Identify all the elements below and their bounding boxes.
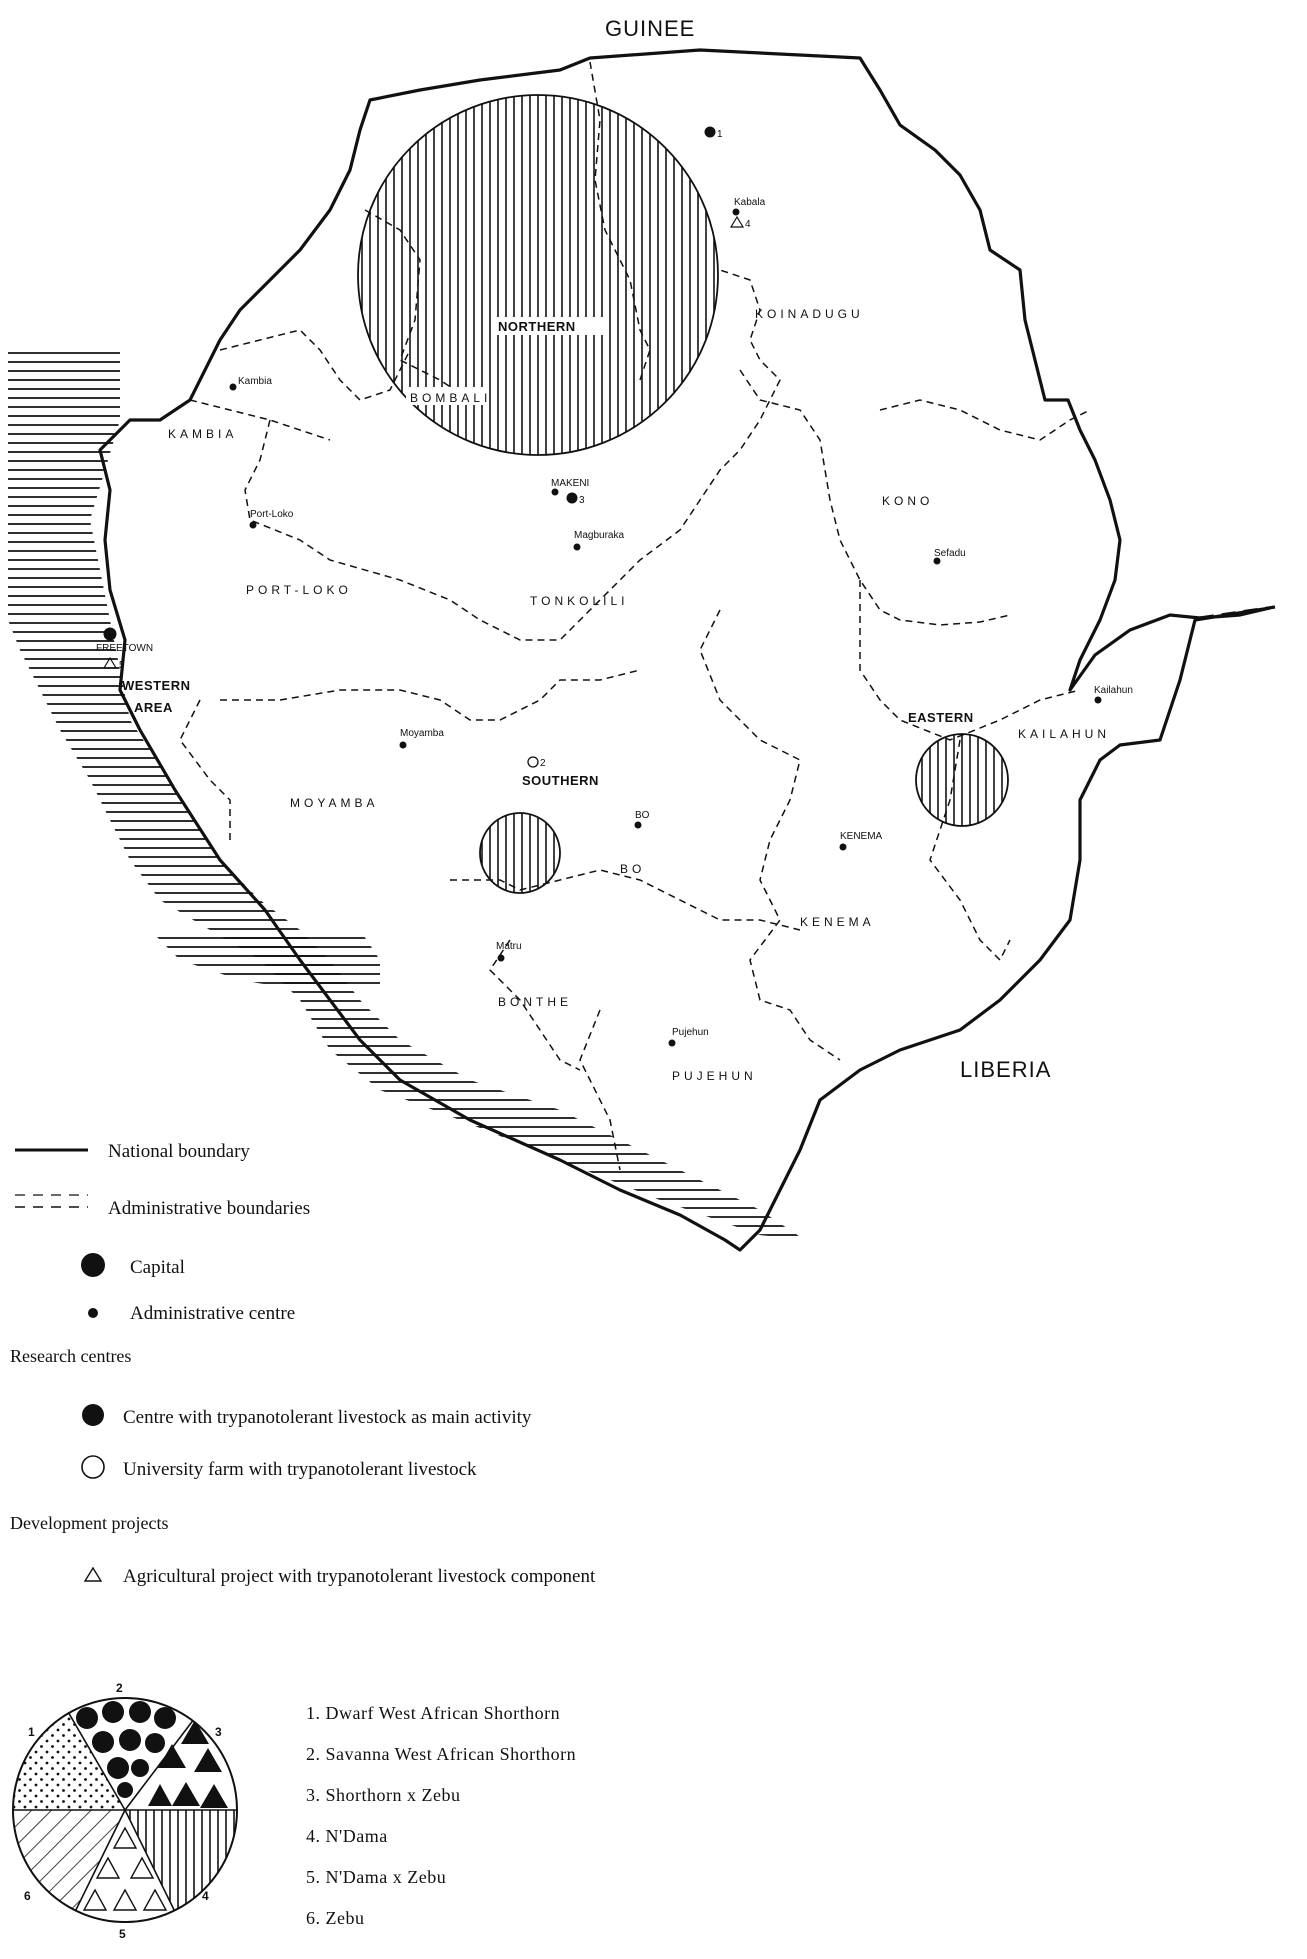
- town-bo: BO: [635, 810, 650, 821]
- kailahun-dot: [1095, 697, 1102, 704]
- town-pujehun: Pujehun: [672, 1027, 709, 1038]
- town-kabala: Kabala: [734, 197, 766, 208]
- breed-key-list: [306, 1703, 576, 1928]
- town-kenema: KENEMA: [840, 831, 883, 842]
- research-centre-3: [567, 493, 578, 504]
- district-bombali: BOMBALI: [410, 391, 492, 405]
- breed-area-eastern: [916, 734, 1008, 826]
- site-code-5: 5: [119, 660, 125, 671]
- province-western: WESTERN: [122, 678, 191, 693]
- legend-research-main: Centre with trypanotolerant livestock as main activity: [123, 1407, 532, 1428]
- magburaka-dot: [574, 544, 581, 551]
- breed-item-5: 5. N'Dama x Zebu: [306, 1867, 447, 1887]
- moyamba-dot: [400, 742, 407, 749]
- port-loko-dot: [250, 522, 257, 529]
- legend-agri-symbol: [85, 1568, 101, 1581]
- district-pujehun: PUJEHUN: [672, 1069, 757, 1083]
- guinee-label: GUINEE: [605, 16, 696, 41]
- kabala-dot: [733, 209, 740, 216]
- bo-dot: [635, 822, 642, 829]
- breed-item-4: 4. N'Dama: [306, 1826, 388, 1846]
- district-koinadugu: KOINADUGU: [755, 307, 864, 321]
- legend-university: University farm with trypanotolerant livestock: [123, 1459, 477, 1480]
- legend-university-symbol: [82, 1456, 104, 1478]
- district-kailahun: KAILAHUN: [1018, 727, 1111, 741]
- site-code-3: 3: [579, 495, 585, 506]
- breed-item-3: 3. Shorthorn x Zebu: [306, 1785, 461, 1805]
- town-makeni: MAKENI: [551, 478, 590, 489]
- site-code-1: 1: [717, 129, 723, 140]
- breed-item-2: 2. Savanna West African Shorthorn: [306, 1744, 577, 1764]
- site-code-2: 2: [540, 758, 546, 769]
- liberia-label: LIBERIA: [960, 1057, 1052, 1082]
- research-centre-1: [705, 127, 716, 138]
- town-matru: Matru: [496, 941, 522, 952]
- town-freetown: FREETOWN: [96, 643, 154, 654]
- matru-dot: [498, 955, 505, 962]
- sector-label-6: 6: [24, 1889, 31, 1903]
- legend-capital-symbol: [81, 1253, 105, 1277]
- legend-capital: Capital: [130, 1257, 185, 1278]
- breed-item-6: 6. Zebu: [306, 1908, 365, 1928]
- district-moyamba: MOYAMBA: [290, 796, 379, 810]
- legend-admin-centre: Administrative centre: [130, 1303, 296, 1324]
- breed-area-southern: [480, 813, 560, 893]
- legend-dev-heading: Development projects: [10, 1513, 169, 1533]
- legend: [10, 1141, 596, 1587]
- town-kailahun: Kailahun: [1094, 685, 1133, 696]
- town-moyamba: Moyamba: [400, 728, 444, 739]
- district-kono: KONO: [882, 494, 934, 508]
- sector-label-4: 4: [202, 1889, 209, 1903]
- town-magburaka: Magburaka: [574, 530, 625, 541]
- legend-national: National boundary: [108, 1141, 250, 1162]
- district-tonkolili: TONKOLILI: [530, 594, 629, 608]
- breed-item-1: 1. Dwarf West African Shorthorn: [306, 1703, 561, 1723]
- sector-label-3: 3: [215, 1725, 222, 1739]
- legend-admin: Administrative boundaries: [108, 1198, 311, 1219]
- district-port-loko: PORT-LOKO: [246, 583, 352, 597]
- district-bo: BO: [620, 862, 646, 876]
- pujehun-dot: [669, 1040, 676, 1047]
- province-eastern: EASTERN: [908, 710, 974, 725]
- district-bonthe: BONTHE: [498, 995, 573, 1009]
- sector-label-5: 5: [119, 1927, 126, 1941]
- province-southern: SOUTHERN: [522, 773, 599, 788]
- legend-research-main-symbol: [82, 1404, 104, 1426]
- province-western-area: AREA: [134, 700, 173, 715]
- capital-freetown-marker: [104, 628, 117, 641]
- sector-label-1: 1: [28, 1725, 35, 1739]
- kenema-dot: [840, 844, 847, 851]
- town-kambia: Kambia: [238, 376, 272, 387]
- sector-label-2: 2: [116, 1681, 123, 1695]
- coastal-sea-hatching: [8, 350, 805, 1240]
- district-kambia: KAMBIA: [168, 427, 238, 441]
- town-sefadu: Sefadu: [934, 548, 966, 559]
- legend-admin-centre-symbol: [88, 1308, 98, 1318]
- town-port-loko: Port-Loko: [250, 509, 294, 520]
- makeni-dot: [552, 489, 559, 496]
- legend-research-heading: Research centres: [10, 1346, 132, 1366]
- project-4-triangle: [731, 217, 743, 227]
- kambia-dot: [230, 384, 237, 391]
- province-northern: NORTHERN: [498, 319, 576, 334]
- district-kenema: KENEMA: [800, 915, 875, 929]
- university-farm-2: [528, 757, 538, 767]
- legend-agri: Agricultural project with trypanotolerant livestock component: [123, 1566, 596, 1587]
- breed-key-circle: [13, 1681, 237, 1941]
- site-code-4: 4: [745, 219, 751, 230]
